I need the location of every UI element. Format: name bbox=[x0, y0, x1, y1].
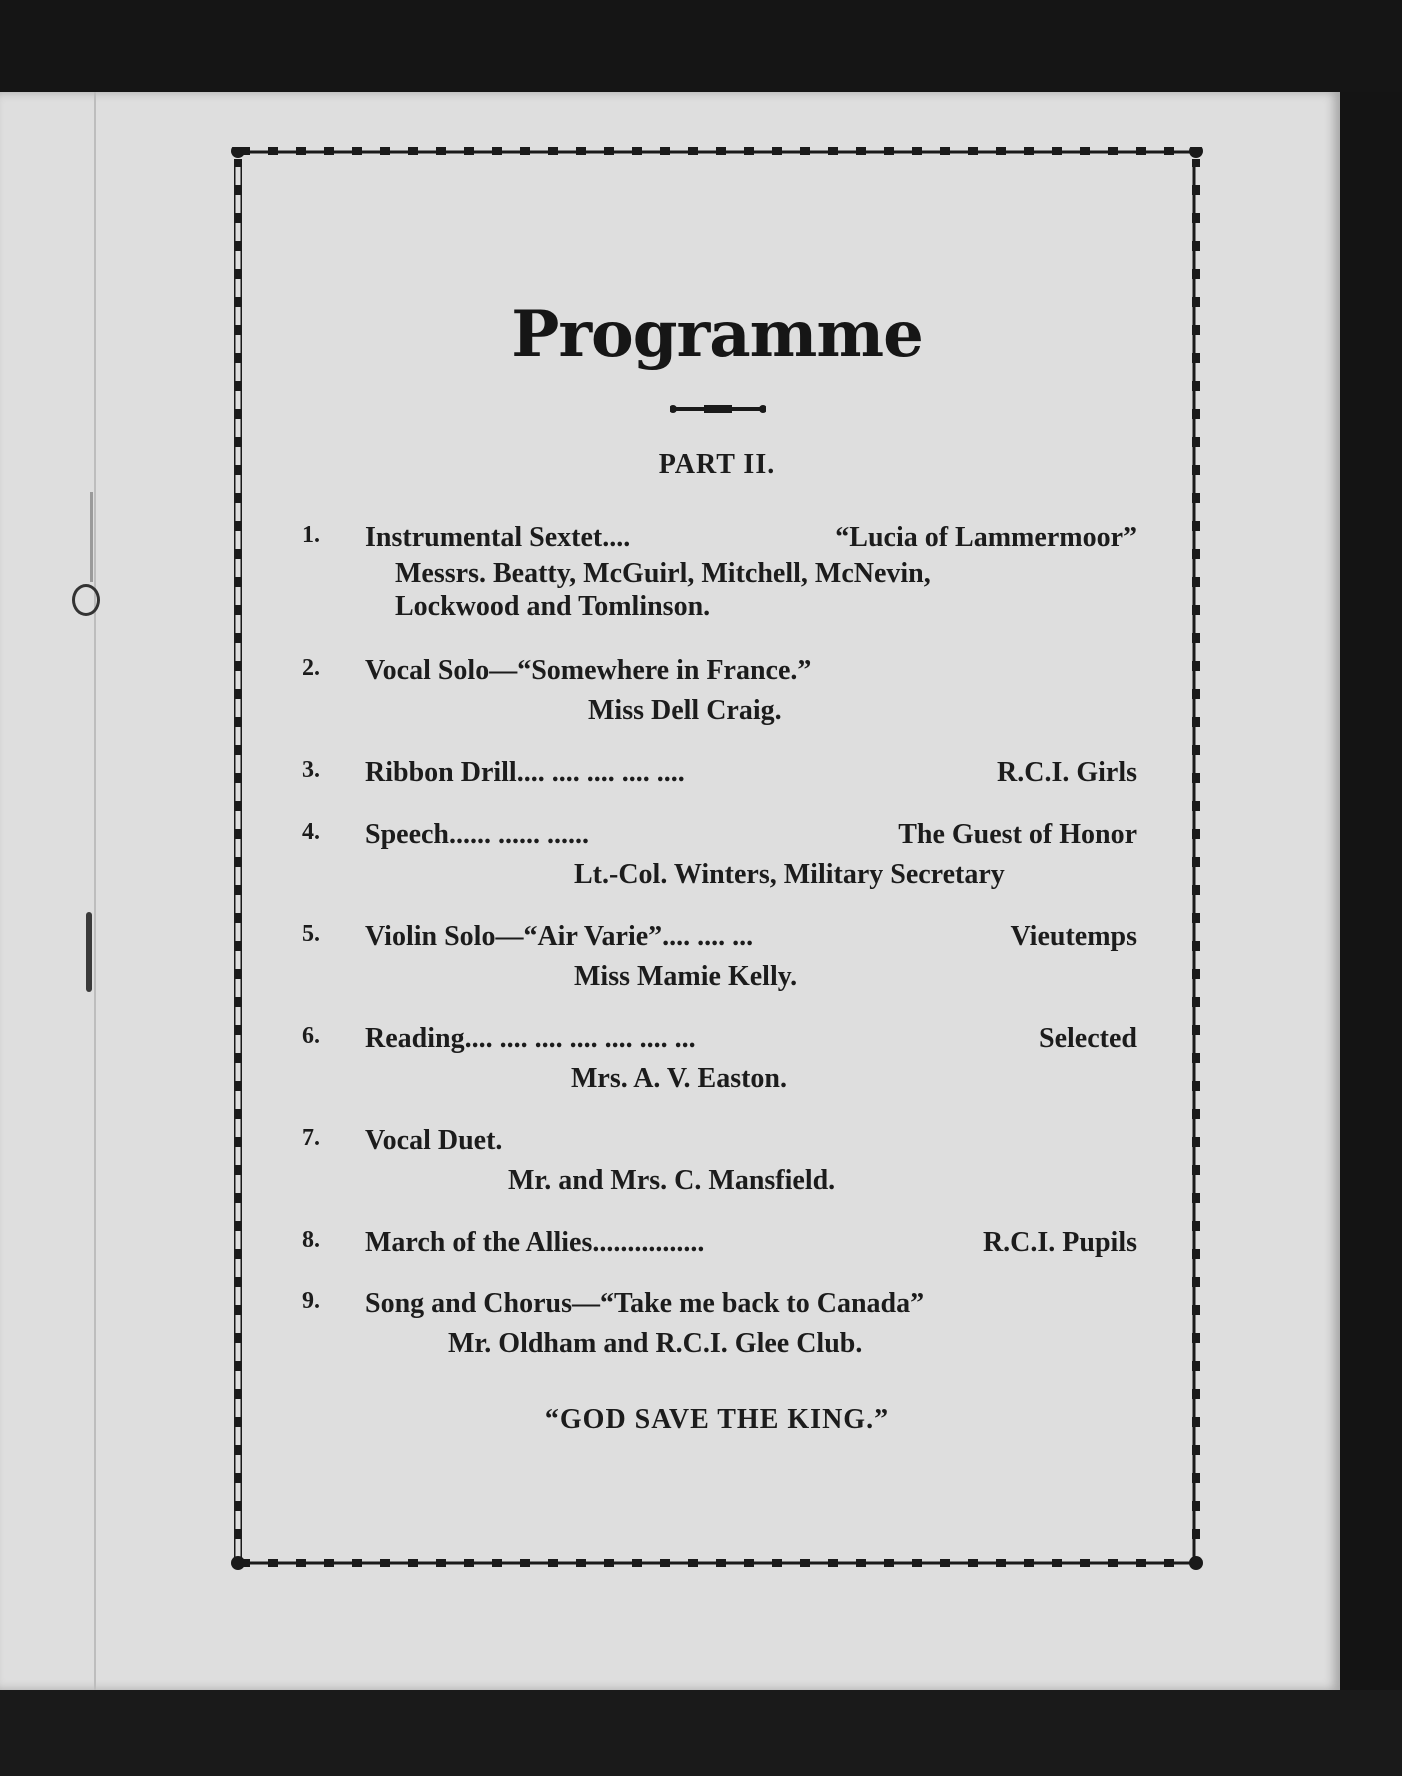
item-title: Instrumental Sextet.... bbox=[365, 522, 631, 553]
item-title: March of the Allies................ bbox=[365, 1227, 705, 1258]
page-fold-line bbox=[94, 92, 96, 1690]
scan-background-top bbox=[0, 0, 1402, 92]
item-title: Vocal Duet. bbox=[365, 1125, 503, 1156]
item-detail: The Guest of Honor bbox=[898, 819, 1137, 850]
closing-anthem: “GOD SAVE THE KING.” bbox=[544, 1404, 890, 1435]
item-performers: Mr. Oldham and R.C.I. Glee Club. bbox=[448, 1328, 863, 1359]
scan-background-right bbox=[1340, 92, 1402, 1690]
page-fold-shadow bbox=[90, 492, 93, 582]
item-line bbox=[365, 1125, 1137, 1157]
item-detail: R.C.I. Pupils bbox=[982, 1227, 1137, 1258]
item-number: 9. bbox=[302, 1288, 320, 1314]
item-performers-cont: Lockwood and Tomlinson. bbox=[395, 591, 711, 622]
binding-mark bbox=[86, 912, 92, 992]
title-ornament-rule bbox=[670, 405, 766, 413]
item-title: Vocal Solo—“Somewhere in France.” bbox=[365, 655, 812, 686]
item-line bbox=[365, 1227, 1137, 1259]
item-line bbox=[365, 655, 1137, 687]
item-number: 1. bbox=[302, 522, 320, 548]
item-number: 8. bbox=[302, 1227, 320, 1253]
item-title: Reading.... .... .... .... .... .... ... bbox=[365, 1023, 696, 1054]
item-line bbox=[365, 921, 1137, 953]
item-number: 4. bbox=[302, 819, 320, 845]
item-number: 7. bbox=[302, 1125, 320, 1151]
programme-content bbox=[230, 147, 1204, 1572]
item-performers: Mrs. A. V. Easton. bbox=[571, 1063, 788, 1094]
item-detail: “Lucia of Lammermoor” bbox=[835, 522, 1137, 553]
scan-background-bottom bbox=[0, 1690, 1402, 1776]
item-number: 2. bbox=[302, 655, 320, 681]
part-heading: PART II. bbox=[658, 449, 776, 480]
page-title: Programme bbox=[511, 297, 923, 372]
item-detail: R.C.I. Girls bbox=[997, 757, 1137, 788]
item-number: 3. bbox=[302, 757, 320, 783]
item-line bbox=[365, 1288, 1137, 1320]
item-line bbox=[365, 522, 1137, 554]
item-performers: Messrs. Beatty, McGuirl, Mitchell, McNevin, bbox=[395, 558, 931, 589]
item-performers: Mr. and Mrs. C. Mansfield. bbox=[508, 1165, 836, 1196]
item-title: Violin Solo—“Air Varie”.... .... ... bbox=[365, 921, 754, 952]
item-performers: Miss Mamie Kelly. bbox=[574, 961, 798, 992]
item-performers: Lt.-Col. Winters, Military Secretary bbox=[574, 859, 1005, 890]
item-performers: Miss Dell Craig. bbox=[588, 695, 782, 726]
item-number: 5. bbox=[302, 921, 320, 947]
item-title: Speech...... ...... ...... bbox=[365, 819, 589, 850]
item-line bbox=[365, 819, 1137, 851]
binding-hole bbox=[72, 584, 100, 616]
item-number: 6. bbox=[302, 1023, 320, 1049]
item-line bbox=[365, 1023, 1137, 1055]
item-detail: Vieutemps bbox=[1010, 921, 1137, 952]
item-detail: Selected bbox=[1039, 1023, 1137, 1054]
item-title: Ribbon Drill.... .... .... .... .... bbox=[365, 757, 685, 788]
item-title: Song and Chorus—“Take me back to Canada” bbox=[365, 1288, 925, 1319]
item-line bbox=[365, 757, 1137, 789]
